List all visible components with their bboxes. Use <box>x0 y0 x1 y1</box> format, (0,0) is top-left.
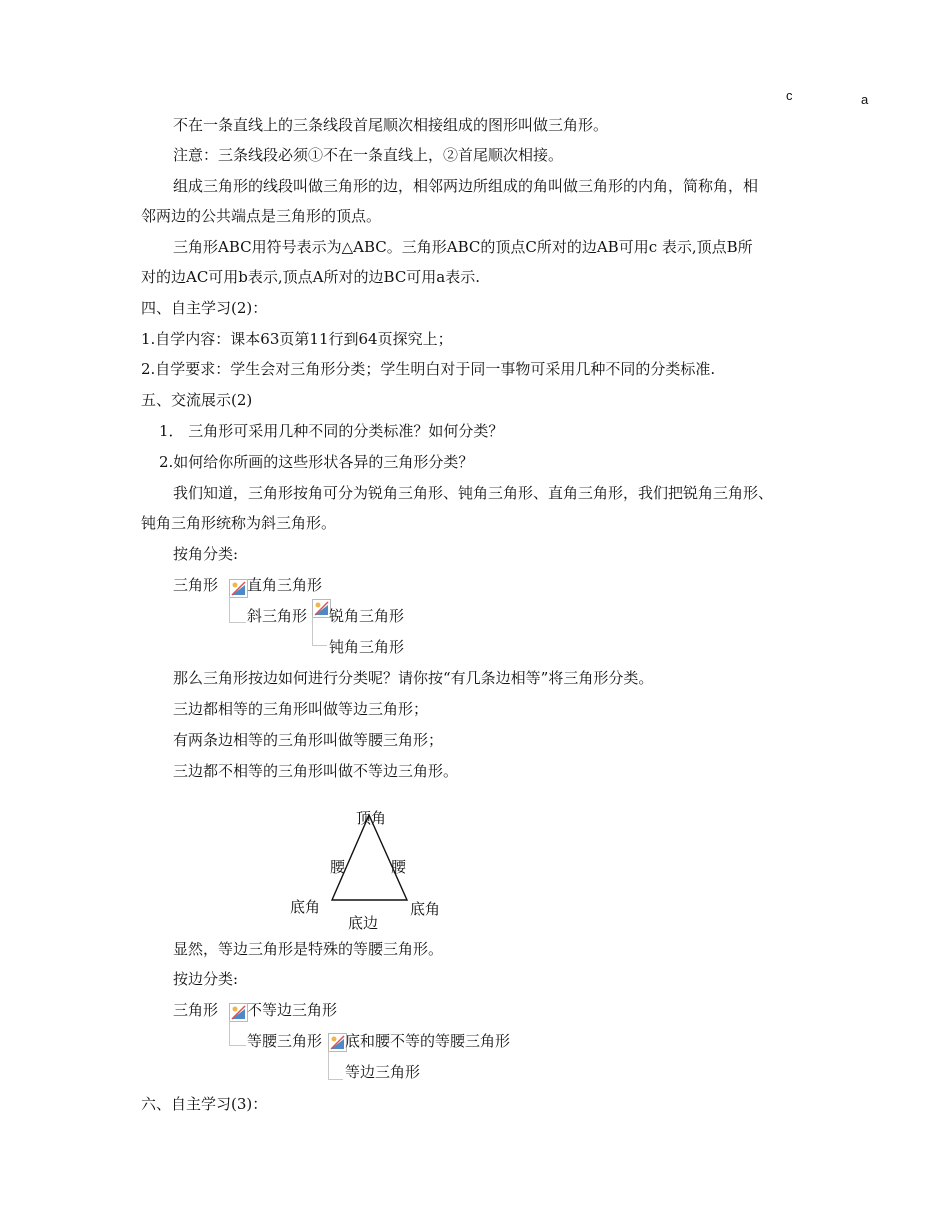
angle-tree-oblique: 斜三角形 <box>247 607 308 625</box>
angle-tree-acute: 锐角三角形 <box>329 607 405 625</box>
angle-tree-branch-line <box>312 617 327 646</box>
triangle-base-label: 底边 <box>348 914 379 932</box>
triangle-base-left-label: 底角 <box>290 898 321 916</box>
paragraph-angle-classes-2: 钝角三角形统称为斜三角形。 <box>141 514 337 532</box>
brace-image-icon <box>229 579 248 598</box>
section-heading-6: 六、自主学习(3)： <box>141 1095 268 1113</box>
section-heading-4: 四、自主学习(2)： <box>141 299 268 317</box>
angle-tree-branch-line <box>229 597 246 623</box>
paragraph-elements-1: 组成三角形的线段叫做三角形的边，相邻两边所组成的角叫做三角形的内角，简称角，相 <box>173 177 759 195</box>
side-tree-iso-unequal: 底和腰不等的等腰三角形 <box>345 1032 511 1050</box>
side-tree-scalene: 不等边三角形 <box>247 1001 338 1019</box>
paragraph-note: 注意：三条线段必须①不在一条直线上，②首尾顺次相接。 <box>173 146 564 164</box>
question-2: 2.如何给你所画的这些形状各异的三角形分类？ <box>159 453 474 471</box>
definition-isosceles: 有两条边相等的三角形叫做等腰三角形； <box>173 731 444 749</box>
paragraph-equilateral-special: 显然，等边三角形是特殊的等腰三角形。 <box>173 940 444 958</box>
angle-tree-right: 直角三角形 <box>247 576 323 594</box>
angle-tree-root: 三角形 <box>173 576 219 594</box>
side-tree-isosceles: 等腰三角形 <box>247 1032 323 1050</box>
side-tree-branch-line <box>229 1021 246 1046</box>
side-tree-equilateral: 等边三角形 <box>345 1063 421 1081</box>
triangle-apex-label: 顶角 <box>356 809 387 827</box>
paragraph-side-question: 那么三角形按边如何进行分类呢？请你按“有几条边相等”将三角形分类。 <box>173 669 654 687</box>
definition-scalene: 三边都不相等的三角形叫做不等边三角形。 <box>173 762 459 780</box>
paragraph-angle-classes-1: 我们知道，三角形按角可分为锐角三角形、钝角三角形、直角三角形，我们把锐角三角形、 <box>173 484 774 502</box>
angle-tree-obtuse: 钝角三角形 <box>329 638 405 656</box>
paragraph-notation-2: 对的边AC可用b表示,顶点A所对的边BC可用a表示. <box>141 268 481 286</box>
paragraph-notation-1: 三角形ABC用符号表示为△ABC。三角形ABC的顶点C所对的边AB可用c 表示,顶点B所 <box>173 238 753 256</box>
angle-classification-title: 按角分类: <box>173 545 239 563</box>
section-heading-5: 五、交流展示(2) <box>141 391 253 409</box>
paragraph-elements-2: 邻两边的公共端点是三角形的顶点。 <box>141 207 382 225</box>
side-tree-root: 三角形 <box>173 1001 219 1019</box>
study-content: 1.自学内容：课本63页第11行到64页探究上； <box>141 330 453 348</box>
side-classification-title: 按边分类: <box>173 970 239 988</box>
question-1: 1． 三角形可采用几种不同的分类标准？如何分类？ <box>159 422 504 440</box>
triangle-right-leg-label: 腰 <box>391 858 407 876</box>
brace-image-icon <box>229 1003 248 1022</box>
corner-label-a: a <box>861 92 869 107</box>
corner-label-c: c <box>786 88 793 103</box>
triangle-left-leg-label: 腰 <box>330 858 346 876</box>
triangle-base-right-label: 底角 <box>410 900 441 918</box>
paragraph-definition: 不在一条直线上的三条线段首尾顺次相接组成的图形叫做三角形。 <box>173 116 609 134</box>
study-requirement: 2.自学要求：学生会对三角形分类；学生明白对于同一事物可采用几种不同的分类标准. <box>141 360 716 378</box>
side-tree-branch-line <box>328 1051 343 1080</box>
definition-equilateral: 三边都相等的三角形叫做等边三角形； <box>173 700 429 718</box>
